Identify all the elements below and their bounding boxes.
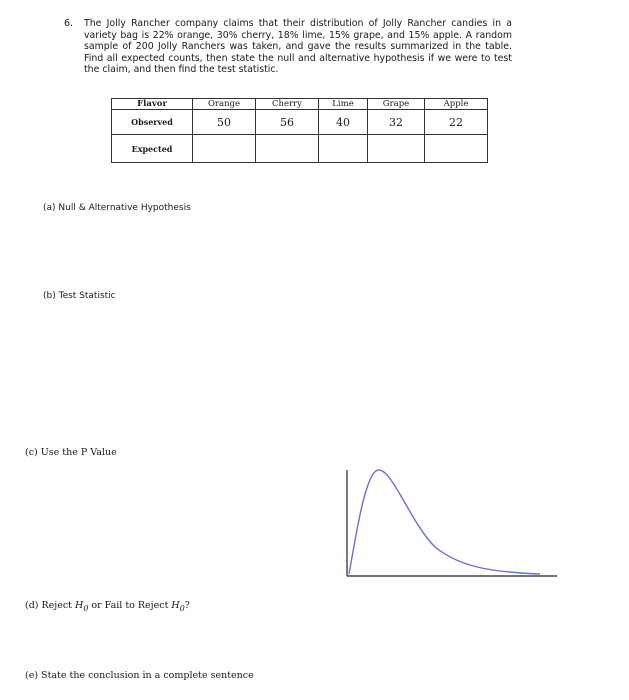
flavor-cherry: Cherry xyxy=(256,99,319,110)
part-c-label: (c) Use the P Value xyxy=(25,447,117,458)
observed-lime: 40 xyxy=(319,110,368,135)
h0-symbol: $H_0$ xyxy=(75,600,89,613)
flavor-grape: Grape xyxy=(368,99,425,110)
row-label-expected: Expected xyxy=(112,135,193,163)
observed-expected-table xyxy=(111,98,488,163)
row-label-flavor: Flavor xyxy=(112,99,193,110)
observed-grape: 32 xyxy=(368,110,425,135)
observed-orange: 50 xyxy=(193,110,256,135)
problem-text: The Jolly Rancher company claims that their distribution of Jolly Rancher candies in a variety bag is 22% orange, 30% cherry, 18% lime, 15% grape, and 15% apple. A random sample of 200 Jolly Ranchers was taken, and gave the results summarized in the table. Find all expected counts, then state the null and alternative hypothesis if we were to test the claim, and then find the test statistic. xyxy=(84,18,512,76)
part-d-prefix: (d) Reject xyxy=(25,600,76,611)
expected-grape[interactable] xyxy=(368,135,425,163)
part-a-label: (a) Null & Alternative Hypothesis xyxy=(43,203,191,213)
row-label-observed: Observed xyxy=(112,110,193,135)
h0-symbol: $H_0$ xyxy=(171,600,185,613)
density-curve xyxy=(349,470,540,574)
flavor-orange: Orange xyxy=(193,99,256,110)
table-row-observed xyxy=(112,110,488,135)
expected-apple[interactable] xyxy=(425,135,488,163)
part-d-middle: or Fail to Reject xyxy=(88,600,172,611)
expected-orange[interactable] xyxy=(193,135,256,163)
expected-cherry[interactable] xyxy=(256,135,319,163)
part-d-suffix: ? xyxy=(184,600,190,611)
chi-square-curve-graph xyxy=(340,462,560,580)
observed-apple: 22 xyxy=(425,110,488,135)
part-d-label xyxy=(25,600,190,613)
problem-number: 6. xyxy=(64,18,73,29)
table-row-expected xyxy=(112,135,488,163)
expected-lime[interactable] xyxy=(319,135,368,163)
table-row-flavor xyxy=(112,99,488,110)
flavor-lime: Lime xyxy=(319,99,368,110)
part-e-label: (e) State the conclusion in a complete sentence xyxy=(25,670,254,681)
part-b-label: (b) Test Statistic xyxy=(43,291,116,301)
observed-cherry: 56 xyxy=(256,110,319,135)
flavor-apple: Apple xyxy=(425,99,488,110)
